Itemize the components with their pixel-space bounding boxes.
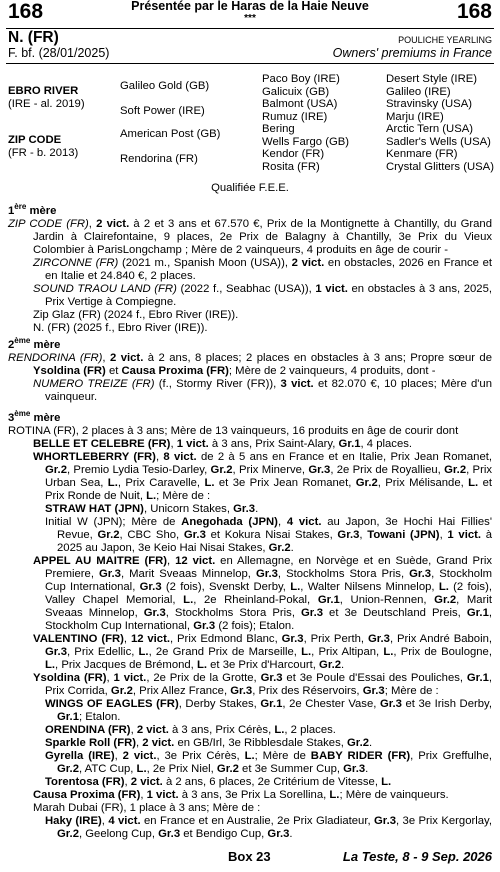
gen4-6: Sadler's Wells (USA) xyxy=(386,136,491,148)
gen3-3: Balmont (USA) xyxy=(262,98,338,110)
first-dam-produce: SOUND TRAOU LAND (FR) (2022 f., Seabhac (USA)), 1 vict. en obstacles à 3 ans, 2025, Prix Vertige à Compiegne. xyxy=(33,283,493,308)
third-dam-record: ROTINA (FR), 2 places à 3 ans; Mère de 13 vainqueurs, 16 produits en âge de courir dont xyxy=(8,425,459,437)
first-dam-produce: Zip Glaz (FR) (2024 f., Ebro River (IRE)). xyxy=(33,309,239,321)
grandsire-paternal: Galileo Gold (GB) xyxy=(120,80,210,92)
first-dam-heading: 1ère mère xyxy=(8,202,57,217)
third-dam-grandproduce: ORENDINA (FR), 2 vict. à 3 ans, Prix Cérès, L., 2 places. xyxy=(45,724,336,736)
gen3-1: Paco Boy (IRE) xyxy=(262,73,340,85)
third-dam-heading: 3ème mère xyxy=(8,409,61,424)
third-dam-grandproduce: Torentosa (FR), 2 vict. à 2 ans, 6 places, 2e Critérium de Vitesse, L. xyxy=(45,776,392,788)
qualification: Qualifiée F.E.E. xyxy=(211,182,289,194)
horse-details: F. bf. (28/01/2025) xyxy=(8,46,110,60)
granddam-maternal: Rendorina (FR) xyxy=(120,153,198,165)
sire-details: (IRE - al. 2019) xyxy=(8,98,85,110)
presenter: Présentée par le Haras de la Haie Neuve xyxy=(131,0,369,13)
second-dam-produce: NUMERO TREIZE (FR) (f., Stormy River (FR)), 3 vict. et 82.070 €, 10 places; Mère d'un vainqueur. xyxy=(33,378,492,403)
first-dam-record: ZIP CODE (FR), 2 vict. à 2 et 3 ans et 67.570 €, Prix de la Montignette à Chantilly, du Grand Jardin à Clairefontaine, 9 places, 2e Prix de Balagny à Chantilly, 3e Prix du Vieux Colombier à ParisLongchamp ; Mère de 2 vainqueurs, 4 produits en âge de courir - xyxy=(8,218,492,256)
grandsire-maternal: American Post (GB) xyxy=(120,128,221,140)
third-dam-produce: WHORTLEBERRY (FR), 8 vict. de 2 à 5 ans en France et en Italie, Prix Jean Romanet, Gr.2, Premio Lydia Tesio-Darley, Gr.2, Prix Minerve, Gr.3, 2e Prix de Royallieu, Gr.2, Prix Urban Sea, L., Prix Caravelle, L. et 3e Prix Jean Romanet, Gr.2, Prix Mélisande, L. et Prix Ronde de Nuit, L.; Mère de : xyxy=(33,451,493,502)
gen4-8: Crystal Glitters (USA) xyxy=(386,161,494,173)
second-dam-heading: 2ème mère xyxy=(8,336,61,351)
lot-number-right: 168 xyxy=(456,0,492,23)
dam-details: (FR - b. 2013) xyxy=(8,147,79,159)
gen4-5: Arctic Tern (USA) xyxy=(386,123,474,135)
gen3-4: Rumuz (IRE) xyxy=(262,111,328,123)
gen3-6: Wells Fargo (GB) xyxy=(262,136,350,148)
premiums: Owners' premiums in France xyxy=(332,46,492,60)
second-dam-section xyxy=(8,336,493,404)
divider-pedigree xyxy=(6,63,494,64)
third-dam-produce: VALENTINO (FR), 12 vict., Prix Edmond Blanc, Gr.3, Prix Perth, Gr.3, Prix André Baboin, Gr.3, Prix Edellic, L., 2e Grand Prix de Marseille, L., Prix Altipan, L., Prix de Boulogne, L., Prix Jacques de Brémond, L. et 3e Prix d'Harcourt, Gr.2. xyxy=(33,633,493,671)
horse-name: N. (FR) xyxy=(8,29,59,46)
gen4-2: Galileo (IRE) xyxy=(386,86,451,98)
third-dam-produce: Ysoldina (FR), 1 vict., 2e Prix de la Grotte, Gr.3 et 3e Poule d'Essai des Pouliches, Gr.1, Prix Corrida, Gr.2, Prix Allez France, Gr.3, Prix des Réservoirs, Gr.3; Mère de : xyxy=(33,672,493,697)
sire-name: EBRO RIVER xyxy=(8,85,79,97)
gen4-3: Stravinsky (USA) xyxy=(386,98,472,110)
second-dam-record: RENDORINA (FR), 2 vict. à 2 ans, 8 places; 2 places en obstacles à 3 ans; Propre sœur de Ysoldina (FR) et Causa Proxima (FR); Mère de 2 vainqueurs, 4 produits, dont - xyxy=(8,352,493,377)
divider-top xyxy=(6,28,494,29)
gen3-5: Bering xyxy=(262,123,295,135)
sale-info: La Teste, 8 - 9 Sep. 2026 xyxy=(342,849,492,864)
granddam-paternal: Soft Power (IRE) xyxy=(120,105,205,117)
third-dam-produce: APPEL AU MAITRE (FR), 12 vict. en Allemagne, en Norvège et en Suède, Grand Prix Premiere, Gr.3, Marit Sveaas Minnelop, Gr.3, Stockholms Stora Pris, Gr.3, Stockholm Cup International, Gr.3 (2 fois), Svenskt Derby, L., Walter Nilsens Minnelop, L. (2 fois), Valley Chapel Memorial, L., 2e Rheinland-Pokal, Gr.1, Union-Rennen, Gr.2, Marit Sveaas Minnelop, Gr.3, Stockholms Stora Pris, Gr.3 et 3e Deutschland Preis, Gr.1, Stockholm Cup International, Gr.3 (2 fois); Etalon. xyxy=(33,555,492,632)
third-dam-grandproduce: STRAW HAT (JPN), Unicorn Stakes, Gr.3. xyxy=(45,503,259,515)
third-dam-produce: BELLE ET CELEBRE (FR), 1 vict. à 3 ans, Prix Saint-Alary, Gr.1, 4 places. xyxy=(33,438,413,450)
third-dam-produce: Marah Dubai (FR), 1 place à 3 ans; Mère de : xyxy=(33,802,261,814)
gen3-2: Galicuix (GB) xyxy=(262,86,330,98)
third-dam-grandproduce: Gyrella (IRE), 2 vict., 3e Prix Cérès, L.; Mère de BABY RIDER (FR), Prix Greffulhe, Gr.2, ATC Cup, L., 2e Prix Niel, Gr.2 et 3e Summer Cup, Gr.3. xyxy=(45,750,492,775)
box-number: Box 23 xyxy=(228,849,271,864)
gen3-8: Rosita (FR) xyxy=(262,161,320,173)
third-dam-grandproduce: Initial W (JPN); Mère de Anegohada (JPN), 4 vict. au Japon, 3e Hochi Hai Fillies' Revue, Gr.2, CBC Sho, Gr.3 et Kokura Nisai Stakes, Gr.3, Towani (JPN), 1 vict. à 2025 au Japon, 3e Keio Hai Nisai Stakes, Gr.2. xyxy=(45,516,493,554)
third-dam-grandproduce: Sparkle Roll (FR), 2 vict. en GB/Irl, 3e Ribblesdale Stakes, Gr.2. xyxy=(45,737,373,749)
first-dam-produce: N. (FR) (2025 f., Ebro River (IRE)). xyxy=(33,322,208,334)
third-dam-grandproduce: WINGS OF EAGLES (FR), Derby Stakes, Gr.1, 2e Chester Vase, Gr.3 et 3e Irish Derby, Gr.1; Etalon. xyxy=(45,698,492,723)
first-dam-section xyxy=(8,202,493,335)
third-dam-produce: Causa Proxima (FR), 1 vict. à 3 ans, 3e Prix La Sorellina, L.; Mère de vainqueurs. xyxy=(33,789,449,801)
gen4-1: Desert Style (IRE) xyxy=(386,73,478,85)
dam-name: ZIP CODE xyxy=(8,134,62,146)
third-dam-section xyxy=(8,409,493,841)
first-dam-produce: ZIRCONNE (FR) (2021 m., Spanish Moon (USA)), 2 vict. en obstacles, 2026 en France et en Italie et 24.840 €, 2 places. xyxy=(33,257,493,282)
lot-number-left: 168 xyxy=(8,0,44,23)
stars: *** xyxy=(244,13,256,24)
third-dam-grandproduce: Haky (IRE), 4 vict. en France et en Australie, 2e Prix Gladiateur, Gr.3, 3e Prix Kergorlay, Gr.2, Geelong Cup, Gr.3 et Bendigo Cup, Gr.3. xyxy=(45,815,492,840)
category: POULICHE YEARLING xyxy=(398,35,492,45)
gen4-4: Marju (IRE) xyxy=(386,111,444,123)
gen4-7: Kenmare (FR) xyxy=(386,148,458,160)
gen3-7: Kendor (FR) xyxy=(262,148,325,160)
